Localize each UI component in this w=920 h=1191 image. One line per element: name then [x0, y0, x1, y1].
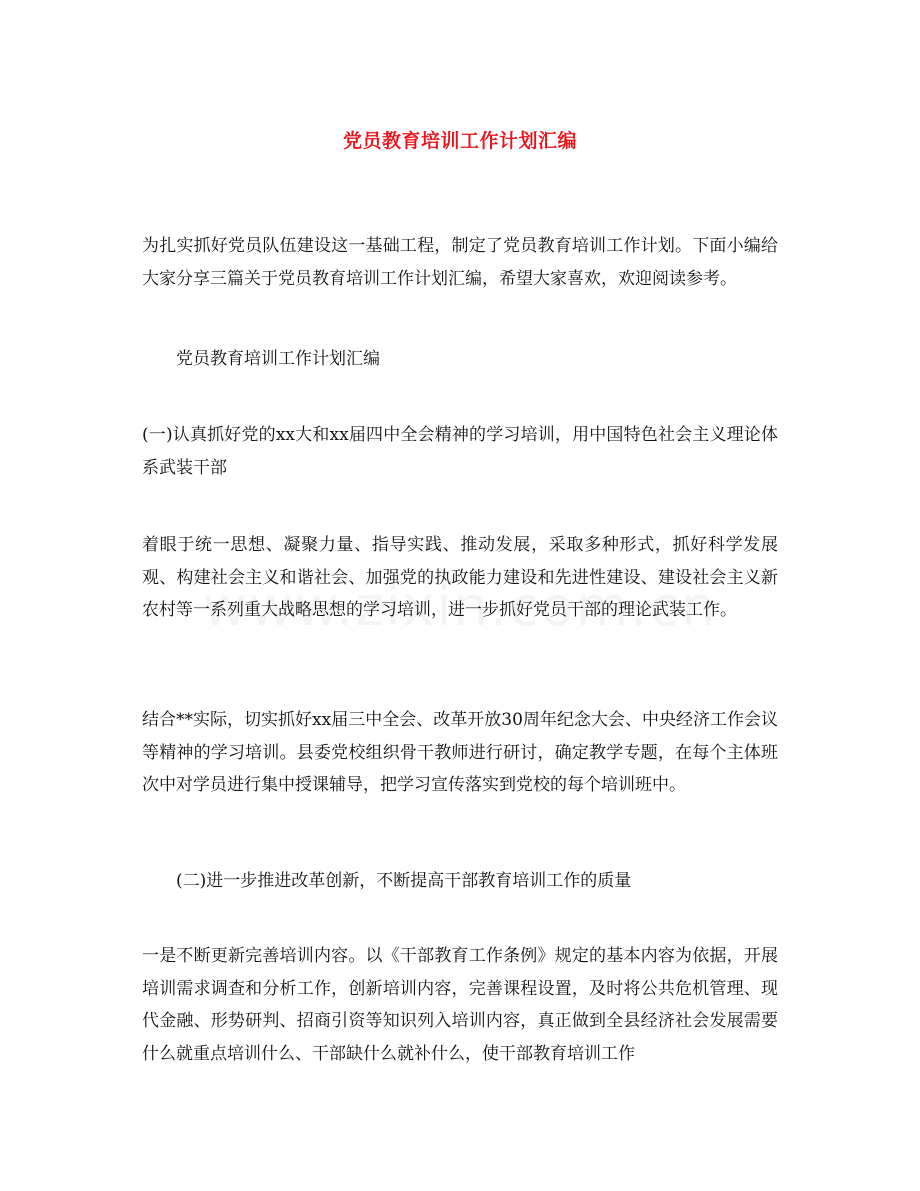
section-heading: 党员教育培训工作计划汇编: [176, 349, 380, 369]
page-title: 党员教育培训工作计划汇编: [342, 130, 577, 152]
intro-paragraph: 为扎实抓好党员队伍建设这一基础工程，制定了党员教育培训工作计划。下面小编给大家分享三篇关于党员教育培训工作计划汇编，希望大家喜欢，欢迎阅读参考。: [142, 236, 778, 289]
body-paragraph-3: 一是不断更新完善培训内容。以《干部教育工作条例》规定的基本内容为依据，开展培训需求调查和分析工作，创新培训内容，完善课程设置，及时将公共危机管理、现代金融、形势研判、招商引资等知识列入培训内容，真正做到全县经济社会发展需要什么就重点培训什么、干部缺什么就补什么，使干部教育培训工作: [142, 946, 778, 1064]
item-heading-2: (二)进一步推进改革创新，不断提高干部教育培训工作的质量: [176, 871, 632, 891]
item-heading-1: (一)认真抓好党的xx大和xx届四中全会精神的学习培训，用中国特色社会主义理论体系武装干部: [142, 425, 778, 478]
body-paragraph-2: 结合**实际，切实抓好xx届三中全会、改革开放30周年纪念大会、中央经济工作会议等精神的学习培训。县委党校组织骨干教师进行研讨，确定教学专题，在每个主体班次中对学员进行集中授课辅导，把学习宣传落实到党校的每个培训班中。: [142, 710, 778, 795]
body-paragraph-1: 着眼于统一思想、凝聚力量、指导实践、推动发展，采取多种形式，抓好科学发展观、构建社会主义和谐社会、加强党的执政能力建设和先进性建设、建设社会主义新农村等一系列重大战略思想的学习培训，进一步抓好党员干部的理论武装工作。: [142, 535, 778, 620]
